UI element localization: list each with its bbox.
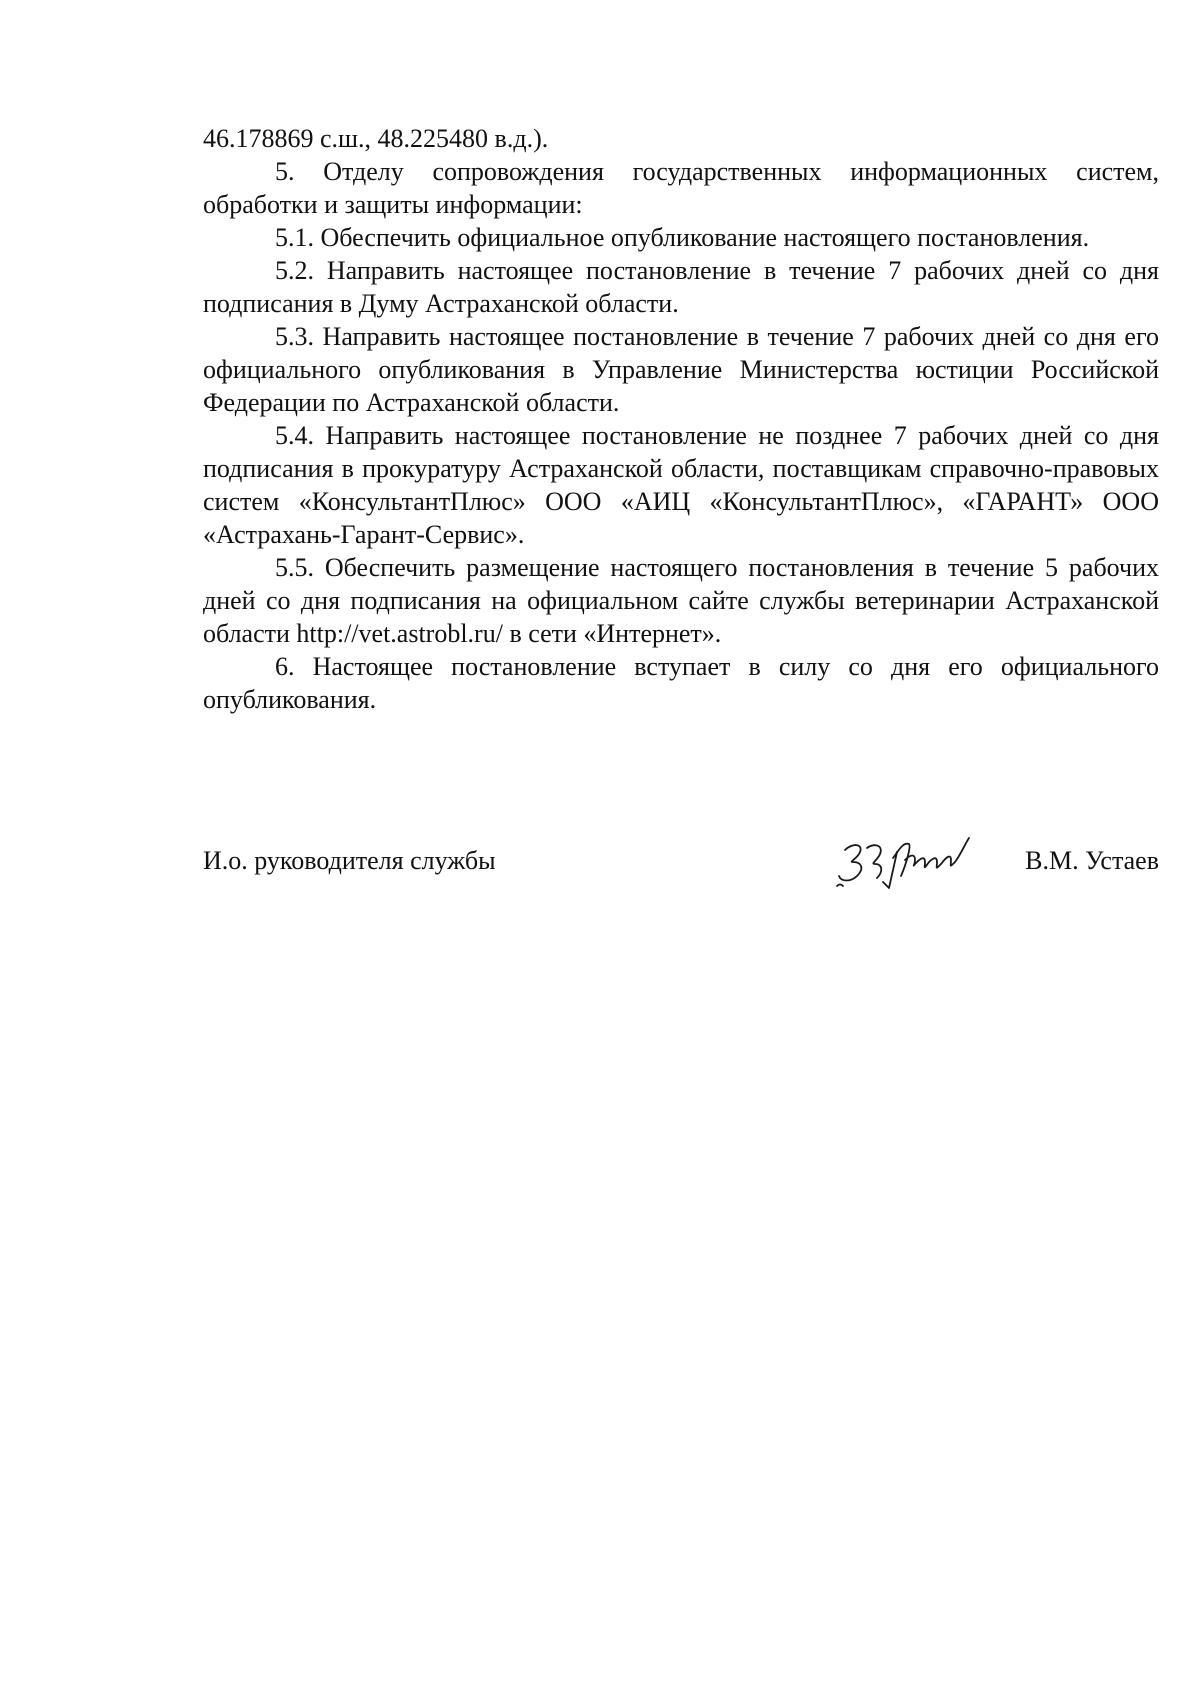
signatory-position: И.о. руководителя службы (203, 846, 496, 875)
paragraph-item-5: 5. Отделу сопровождения государственных информационных систем, обработки и защиты информации: (203, 157, 1159, 219)
paragraph-item-5-3: 5.3. Направить настоящее постановление в течение 7 рабочих дней со дня его официального опубликования в Управление Министерства юстиции Российской Федерации по Астраханской области. (203, 322, 1159, 417)
paragraph-item-5-2: 5.2. Направить настоящее постановление в течение 7 рабочих дней со дня подписания в Думу Астраханской области. (203, 256, 1159, 318)
paragraph-item-5-1: 5.1. Обеспечить официальное опубликование настоящего постановления. (275, 223, 1090, 252)
paragraph-item-5-5: 5.5. Обеспечить размещение настоящего постановления в течение 5 рабочих дней со дня подписания на официальном сайте службы ветеринарии Астраханской области http://vet.astrobl.ru/ в сети «Интернет». (203, 553, 1159, 648)
signatory-name: В.М. Устаев (1025, 846, 1159, 875)
handwritten-signature (831, 832, 981, 890)
paragraph-coordinates-end: 46.178869 с.ш., 48.225480 в.д.). (203, 124, 549, 153)
signature-block (203, 832, 1159, 892)
document-body (203, 122, 1159, 716)
paragraph-item-5-4: 5.4. Направить настоящее постановление не позднее 7 рабочих дней со дня подписания в прокуратуру Астраханской области, поставщикам справочно-правовых систем «КонсультантПлюс» ООО «АИЦ «КонсультантПлюс», «ГАРАНТ» ООО «Астрахань-Гарант-Сервис». (203, 421, 1159, 549)
paragraph-item-6: 6. Настоящее постановление вступает в силу со дня его официального опубликования. (203, 652, 1159, 714)
